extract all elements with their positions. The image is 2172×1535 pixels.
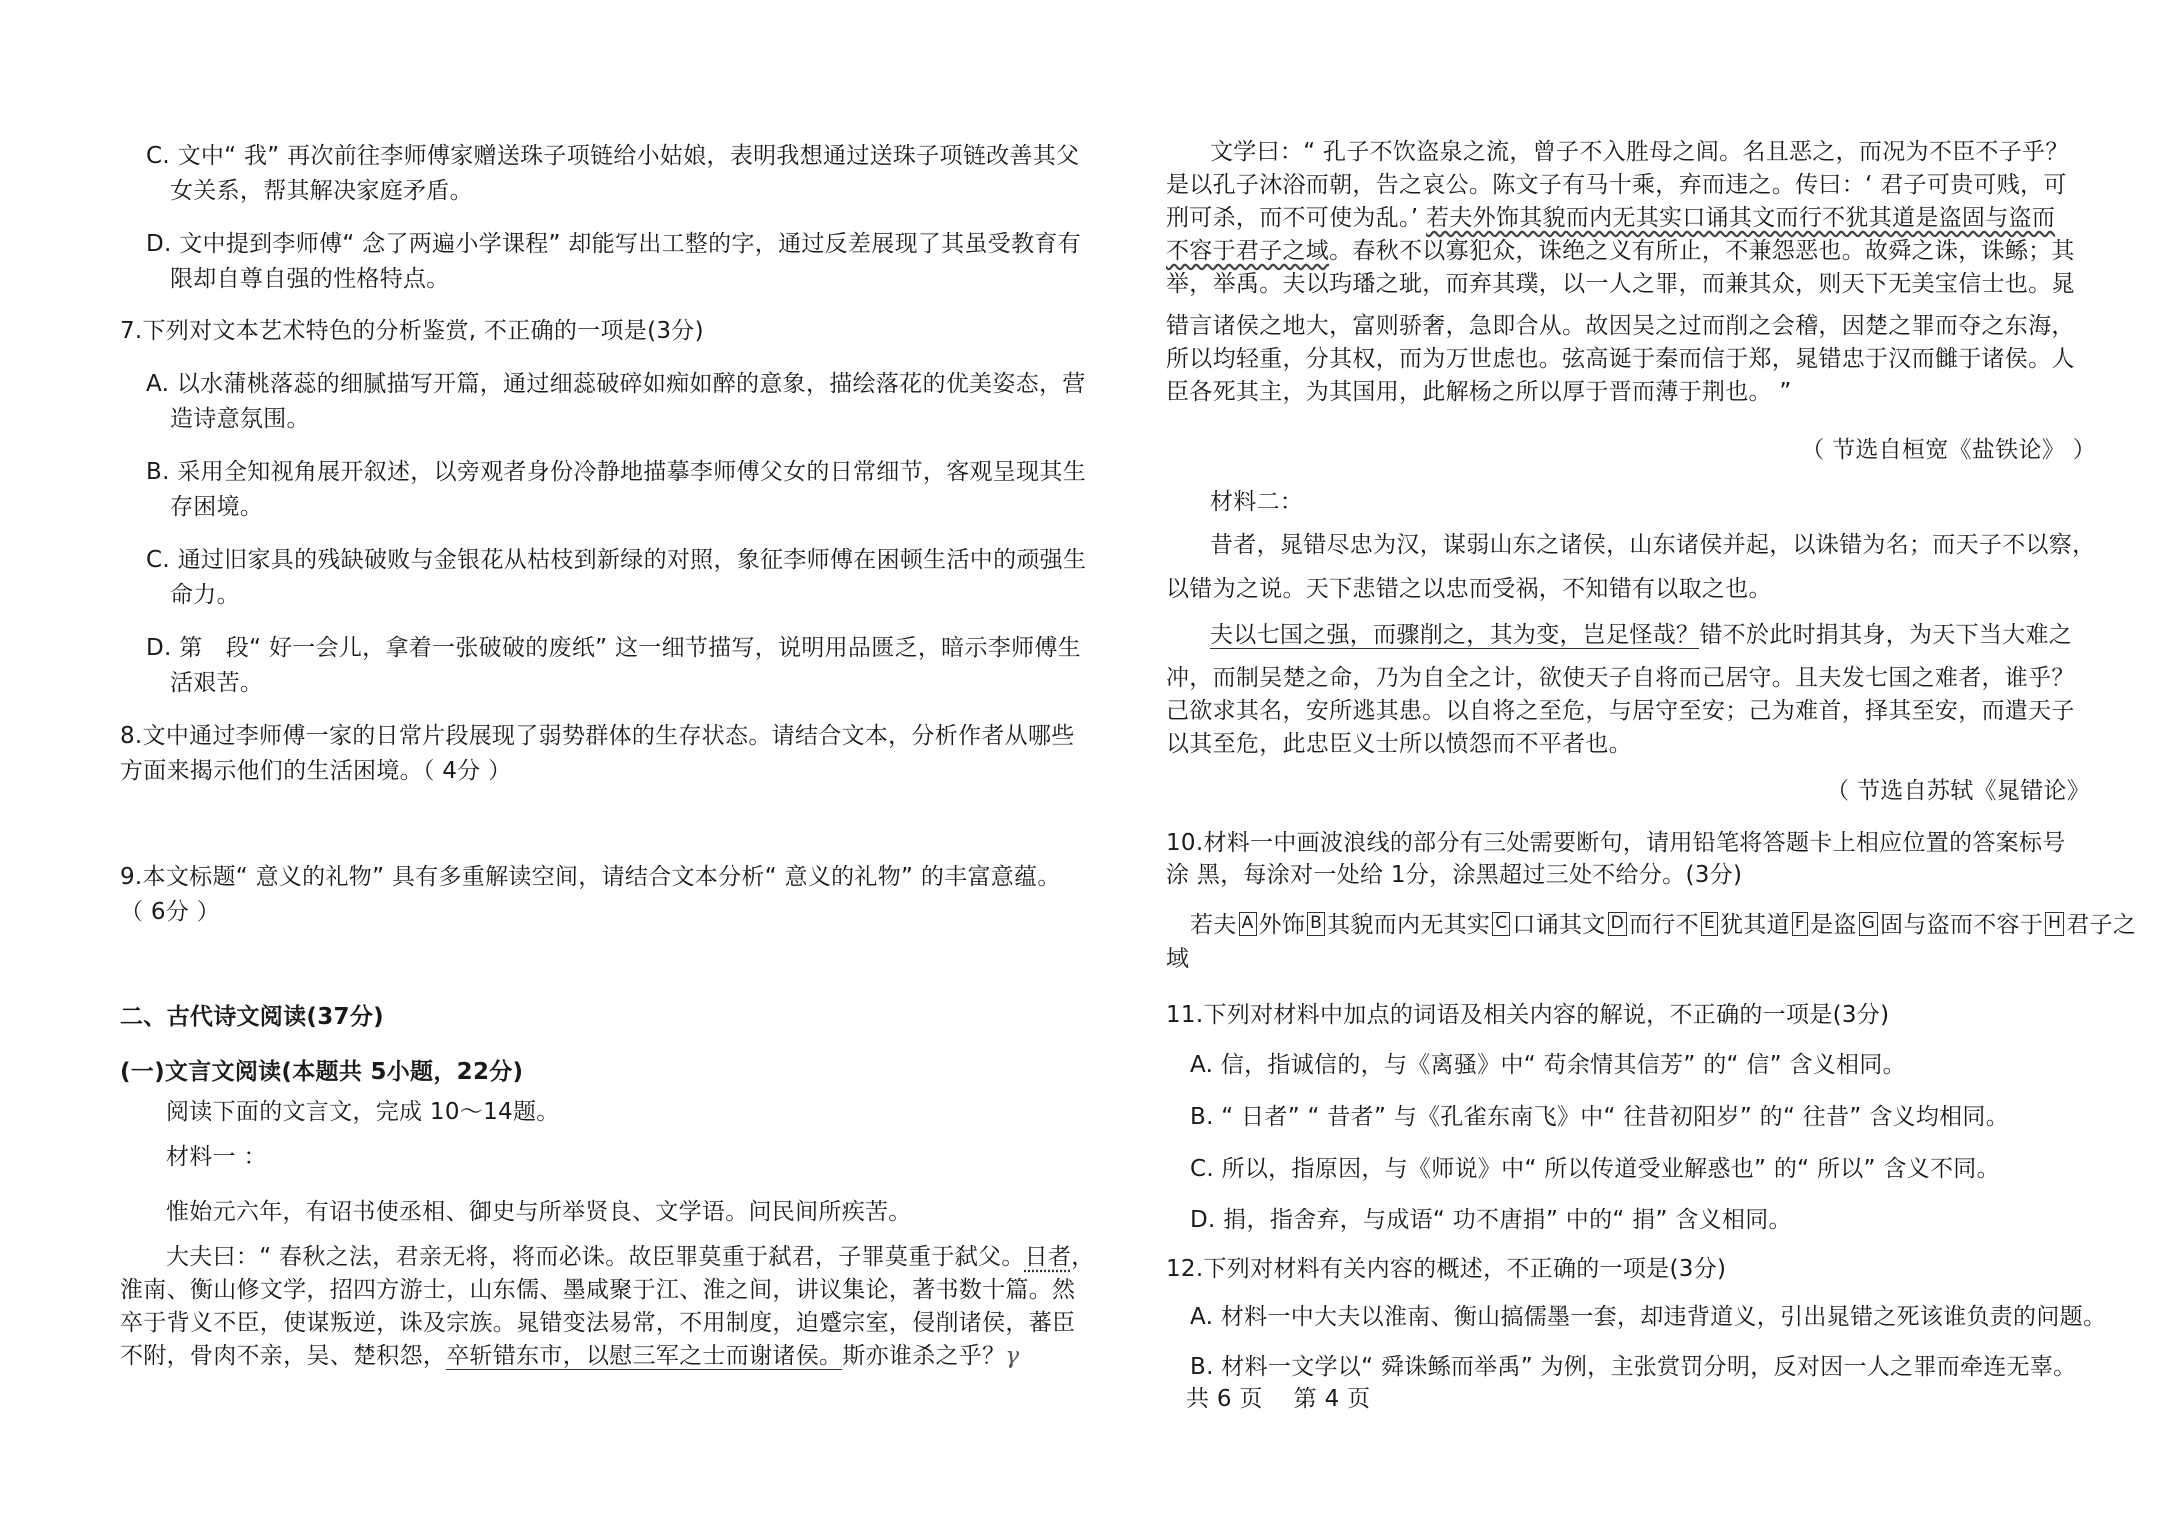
- material-1-wenxue-line2: 是以孔子沐浴而朝，告之哀公。陈文子有马十乘，弃而违之。传曰：‘ 君子可贵可贱，可: [1166, 172, 2067, 198]
- underlined-translation-sentence: 卒斩错东市，以慰三军之士而谢诸侯。: [446, 1343, 843, 1369]
- q12-option-a: A. 材料一中大夫以淮南、衡山搞儒墨一套，却违背道义，引出晁错之死该谁负责的问题。: [1190, 1304, 2107, 1330]
- material-1-wenxue-line6: 错言诸侯之地大，富则骄奢，急即合从。故因吴之过而削之会稽，因楚之罪而夺之东海，: [1166, 313, 2075, 339]
- q7-option-c-line2: 命力。: [170, 582, 240, 608]
- material-2-line2: 以错为之说。天下悲错之以忠而受祸，不知错有以取之也。: [1166, 576, 1772, 602]
- question-8-line1: 8.文中通过李师傅一家的日常片段展现了弱势群体的生存状态。请结合文本，分析作者从哪些: [120, 723, 1075, 749]
- sentence-segment: 犹其道: [1719, 912, 1790, 938]
- q7-option-a-line2: 造诗意氛围。: [170, 406, 310, 432]
- answer-mark-e[interactable]: E: [1701, 912, 1718, 936]
- question-7: 7.下列对文本艺术特色的分析鉴赏, 不正确的一项是(3分): [120, 318, 704, 344]
- para2-text: 大夫曰：“ 春秋之法，君亲无将，将而必诛。故臣罪莫重于弑君，子罪莫重于弑父。: [166, 1244, 1025, 1270]
- answer-mark-h[interactable]: H: [2045, 912, 2064, 936]
- answer-mark-b[interactable]: B: [1307, 912, 1325, 936]
- q11-option-c: C. 所以，指原因，与《师说》中“ 所以传道受业解惑也” 的“ 所以” 含义不同。: [1190, 1156, 2000, 1182]
- q6-option-d-line2: 限却自尊自强的性格特点。: [170, 266, 450, 292]
- question-10-line2: 涂 黑，每涂对一处给 1分，涂黑超过三处不给分。(3分): [1166, 862, 1743, 888]
- wenxue-text: 刑可杀，而不可使为乱。’: [1166, 205, 1427, 231]
- q6-option-c-line1: C. 文中“ 我” 再次前往李师傅家赠送珠子项链给小姑娘，表明我想通过送珠子项链改善其父: [146, 143, 1080, 169]
- material-1-label: 材料一 ：: [166, 1144, 267, 1170]
- q7-option-b-line2: 存困境。: [170, 494, 264, 520]
- q7-option-d-line2: 活艰苦。: [170, 670, 264, 696]
- subsection-heading: (一)文言文阅读(本题共 5小题，22分): [120, 1059, 524, 1085]
- question-10-line1: 10.材料一中画波浪线的部分有三处需要断句，请用铅笔将答题卡上相应位置的答案标号: [1166, 830, 2066, 856]
- comma: ，: [1071, 1244, 1095, 1270]
- question-10-answer-sentence: [1190, 908, 2136, 942]
- wavy-underlined-passage: 若夫外饰其貌而内无其实口诵其文而行不犹其道是盗固与盗而: [1426, 205, 2056, 231]
- source-citation-1: （ 节选自桓宽《盐铁论》 ）: [1801, 437, 2096, 463]
- wavy-underlined-passage-end: 不容于君子之域: [1166, 238, 1330, 264]
- material-2-line3: [1210, 618, 2072, 652]
- material-2-line6: 以其至危，此忠臣义士所以愤怨而不平者也。: [1166, 731, 1632, 757]
- sentence-segment: 口诵其文: [1512, 912, 1606, 938]
- material-1-wenxue-line1: 文学曰：“ 孔子不饮盗泉之流，曾子不入胜母之闾。名且恶之，而况为不臣不子乎？: [1210, 139, 2069, 165]
- reading-instruction: 阅读下面的文言文，完成 10～14题。: [166, 1099, 560, 1125]
- q7-option-a-line1: A. 以水蒲桃落蕊的细腻描写开篇，通过细蕊破碎如痴如醉的意象，描绘落花的优美姿态，营: [146, 371, 1086, 397]
- material-1-wenxue-line7: 所以均轻重，分其权，而为万世虑也。弦高诞于秦而信于郑，晁错忠于汉而雠于诸侯。人: [1166, 346, 2075, 372]
- question-8-line2: 方面来揭示他们的生活困境。（ 4分 ）: [120, 758, 512, 784]
- sentence-segment: 君子之: [2066, 912, 2137, 938]
- question-12: 12.下列对材料有关内容的概述，不正确的一项是(3分): [1166, 1256, 1727, 1282]
- answer-mark-c[interactable]: C: [1492, 912, 1510, 936]
- q7-option-d-line1: D. 第 段“ 好一会儿，拿着一张破破的废纸” 这一细节描写，说明用品匮乏，暗示李师傅生: [146, 635, 1081, 661]
- material-1-wenxue-line3: [1166, 201, 2055, 235]
- section-heading: 二、古代诗文阅读(37分): [120, 1004, 384, 1030]
- right-column: [1086, 0, 2172, 1535]
- para2-text-end: 斯亦谁杀之乎？: [842, 1343, 1006, 1369]
- q12-option-b: B. 材料一文学以“ 舜诛鲧而举禹” 为例，主张赏罚分明，反对因一人之罪而牵连无辜。: [1190, 1354, 2077, 1380]
- answer-mark-d[interactable]: D: [1608, 912, 1627, 936]
- material-1-para1: 惟始元六年，有诏书使丞相、御史与所举贤良、文学语。问民间所疾苦。: [166, 1199, 912, 1225]
- sentence-segment: 外饰: [1258, 912, 1306, 938]
- stray-mark: γ: [1005, 1343, 1020, 1369]
- dotted-word-rizhe: 日者: [1024, 1244, 1072, 1270]
- material-1-wenxue-line8: 臣各死其主，为其国用，此解杨之所以厚于晋而薄于荆也。 ”: [1166, 379, 1792, 405]
- q11-option-a: A. 信，指诚信的，与《离骚》中“ 苟余情其信芳” 的“ 信” 含义相同。: [1190, 1052, 1906, 1078]
- sentence-segment: 若夫: [1190, 912, 1237, 938]
- question-9-line1: 9.本文标题“ 意义的礼物” 具有多重解读空间，请结合文本分析“ 意义的礼物” 的丰富意蕴。: [120, 864, 1061, 890]
- q6-option-c-line2: 女关系，帮其解决家庭矛盾。: [170, 178, 473, 204]
- answer-mark-g[interactable]: G: [1859, 912, 1878, 936]
- material-1-para2-line3: 卒于背义不臣，使谋叛逆，诛及宗族。晁错变法易常，不用制度，迫蹙宗室，侵削诸侯，蕃臣: [120, 1310, 1076, 1336]
- para2-text: 不附，骨肉不亲，吴、楚积怨，: [120, 1343, 447, 1369]
- material-1-wenxue-line5: 举，举禹。夫以玙璠之玼，而弃其璞，以一人之罪，而兼其众，则天下无美宝信士也。晁: [1166, 271, 2075, 297]
- material-2-label: 材料二：: [1210, 489, 1304, 515]
- wenxue-text: 。春秋不以寡犯众，诛绝之义有所止，不兼怨恶也。故舜之诛，诛鲧；其: [1329, 238, 2075, 264]
- q7-option-b-line1: B. 采用全知视角展开叙述，以旁观者身份冷静地描摹李师傅父女的日常细节，客观呈现其生: [146, 459, 1087, 485]
- source-citation-2: （ 节选自苏轼《晁错论》: [1826, 778, 2090, 804]
- material-2-text: 错不於此时捐其身，为天下当大难之: [1699, 622, 2073, 648]
- q6-option-d-line1: D. 文中提到李师傅“ 念了两遍小学课程” 却能写出工整的字，通过反差展现了其虽受教育有: [146, 231, 1081, 257]
- sentence-segment: 其貌而内无其实: [1327, 912, 1491, 938]
- sentence-segment: 固与盗而不容于: [1880, 912, 2044, 938]
- material-2-line4: 冲，而制吴楚之命，乃为自全之计，欲使天子自将而己居守。且夫发七国之难者，谁乎？: [1166, 665, 2075, 691]
- material-2-line1: 昔者，晁错尽忠为汉，谋弱山东之诸侯，山东诸侯并起，以诛错为名；而天子不以察，: [1210, 532, 2096, 558]
- question-10-answer-tail: 域: [1166, 946, 1190, 972]
- sentence-segment: 是盗: [1809, 912, 1857, 938]
- q11-option-d: D. 捐，指舍弃，与成语“ 功不唐捐” 中的“ 捐” 含义相同。: [1190, 1207, 1792, 1233]
- answer-mark-f[interactable]: F: [1792, 912, 1808, 936]
- material-2-line5: 己欲求其名，安所逃其患。以自将之至危，与居守至安；己为难首，择其至安，而遣天子: [1166, 698, 2075, 724]
- q11-option-b: B. “ 日者” “ 昔者” 与《孔雀东南飞》中“ 往昔初阳岁” 的“ 往昔” 含义均相同。: [1190, 1104, 2010, 1130]
- material-1-para2-line4: [120, 1339, 1019, 1373]
- q7-option-c-line1: C. 通过旧家具的残缺破败与金银花从枯枝到新绿的对照，象征李师傅在困顿生活中的顽强生: [146, 547, 1087, 573]
- answer-mark-a[interactable]: A: [1239, 912, 1257, 936]
- question-9-line2: （ 6分 ）: [120, 899, 221, 925]
- material-1-para2-line2: 淮南、衡山修文学，招四方游士，山东儒、墨咸聚于江、淮之间，讲议集论，著书数十篇。然: [120, 1277, 1076, 1303]
- page-footer: 共 6 页 第 4 页: [1186, 1386, 1371, 1412]
- material-1-para2-line1: [166, 1240, 1095, 1274]
- underlined-translation-sentence: 夫以七国之强，而骤削之，其为变，岂足怪哉？: [1210, 622, 1700, 648]
- material-1-wenxue-line4: [1166, 234, 2075, 268]
- sentence-segment: 而行不: [1629, 912, 1699, 938]
- question-11: 11.下列对材料中加点的词语及相关内容的解说，不正确的一项是(3分): [1166, 1002, 1890, 1028]
